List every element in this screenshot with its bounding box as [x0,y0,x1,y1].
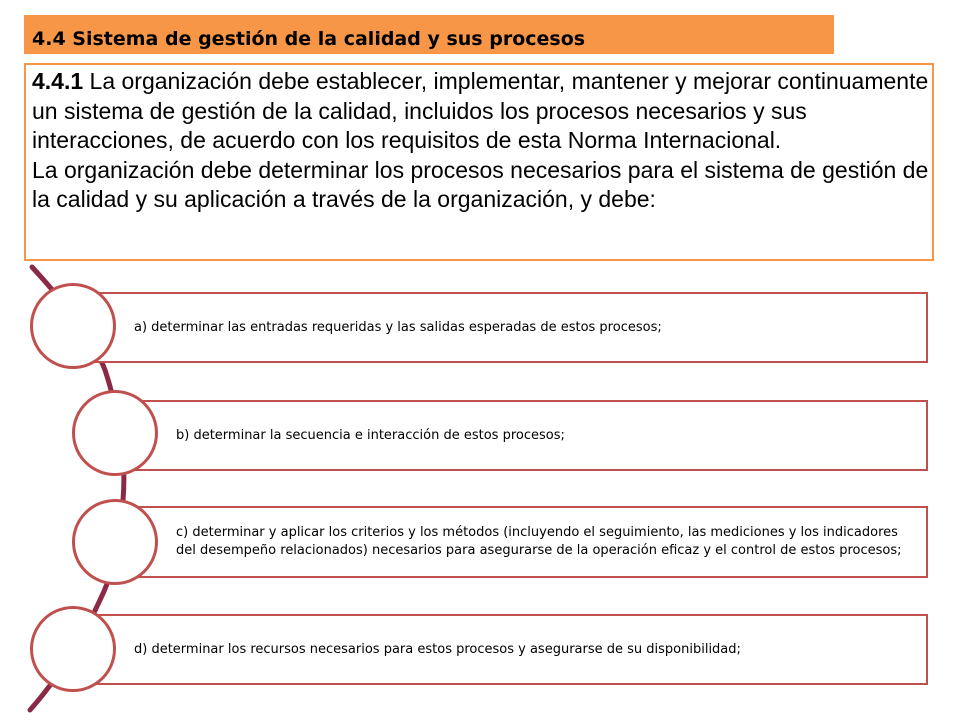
list-item-c [118,506,928,578]
list-item-text: c) determinar y aplicar los criterios y los métodos (incluyendo el seguimiento, las mediciones y los indicadores del desempeño relacionados) necesarios para asegurarse de la operación eficaz y el control de estos procesos; [176,525,902,558]
list-item-a [76,292,928,363]
list-item-text: d) determinar los recursos necesarios para estos procesos y asegurarse de su disponibilidad; [134,641,741,657]
intro-text-1: La organización debe establecer, implementar, mantener y mejorar continuamente un sistema de gestión de la calidad, incluidos los procesos necesarios y sus interacciones, de acuerdo con los requisitos de esta Norma Internacional. [32,68,929,153]
list-item-text: a) determinar las entradas requeridas y las salidas esperadas de estos procesos; [134,319,662,335]
intro-paragraph-2: La organización debe determinar los procesos necesarios para el sistema de gestión de la calidad y su aplicación a través de la organización, y debe: [32,156,929,212]
list-item-d-marker [30,606,116,692]
clause-number: 4.4.1 [32,68,84,94]
list-item-c-marker [72,499,158,585]
list-item-b [118,400,928,471]
section-title: 4.4 Sistema de gestión de la calidad y sus procesos [32,28,586,50]
list-item-d [76,614,928,685]
list-item-text: b) determinar la secuencia e interacción de estos procesos; [176,427,565,443]
list-item-a-marker [30,283,116,369]
list-item-b-marker [72,390,158,476]
